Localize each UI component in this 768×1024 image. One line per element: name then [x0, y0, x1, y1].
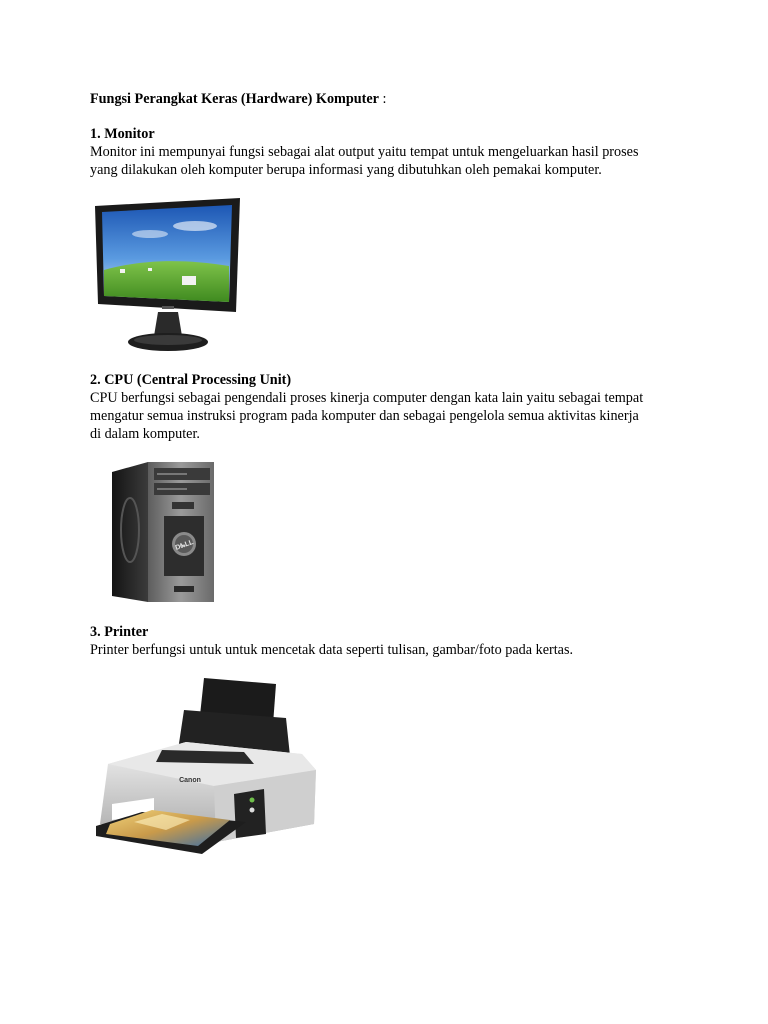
section-heading: 2. CPU (Central Processing Unit) — [90, 372, 292, 388]
title-colon: : — [378, 91, 387, 107]
monitor-image — [90, 192, 246, 357]
section-heading: 1. Monitor — [90, 126, 155, 142]
section-heading: 3. Printer — [90, 624, 149, 640]
section-monitor — [90, 125, 690, 179]
section-line: CPU berfungsi sebagai pengendali proses kinerja computer dengan kata lain yaitu sebagai tempat — [90, 390, 644, 406]
printer-brand-label: Canon — [179, 777, 201, 784]
section-line: di dalam komputer. — [90, 426, 200, 442]
section-line: Printer berfungsi untuk untuk mencetak data seperti tulisan, gambar/foto pada kertas. — [90, 642, 574, 658]
printer-photo — [94, 674, 320, 874]
cpu-tower-image — [108, 458, 220, 604]
svg-text:DⰈLL: DⰈLL — [174, 538, 195, 552]
section-cpu — [90, 371, 690, 443]
printer-image — [94, 674, 320, 874]
document-title — [90, 90, 690, 108]
section-line: Monitor ini mempunyai fungsi sebagai alat output yaitu tempat untuk mengeluarkan hasil proses — [90, 144, 639, 160]
section-printer — [90, 623, 690, 659]
section-line: yang dilakukan oleh komputer berupa informasi yang dibutuhkan oleh pemakai komputer. — [90, 162, 602, 178]
title-text: Fungsi Perangkat Keras (Hardware) Komputer — [90, 91, 379, 107]
section-line: mengatur semua instruksi program pada komputer dan sebagai pengelola semua aktivitas kinerja — [90, 408, 639, 424]
monitor-photo — [90, 192, 246, 357]
cpu-tower-photo — [108, 458, 220, 604]
